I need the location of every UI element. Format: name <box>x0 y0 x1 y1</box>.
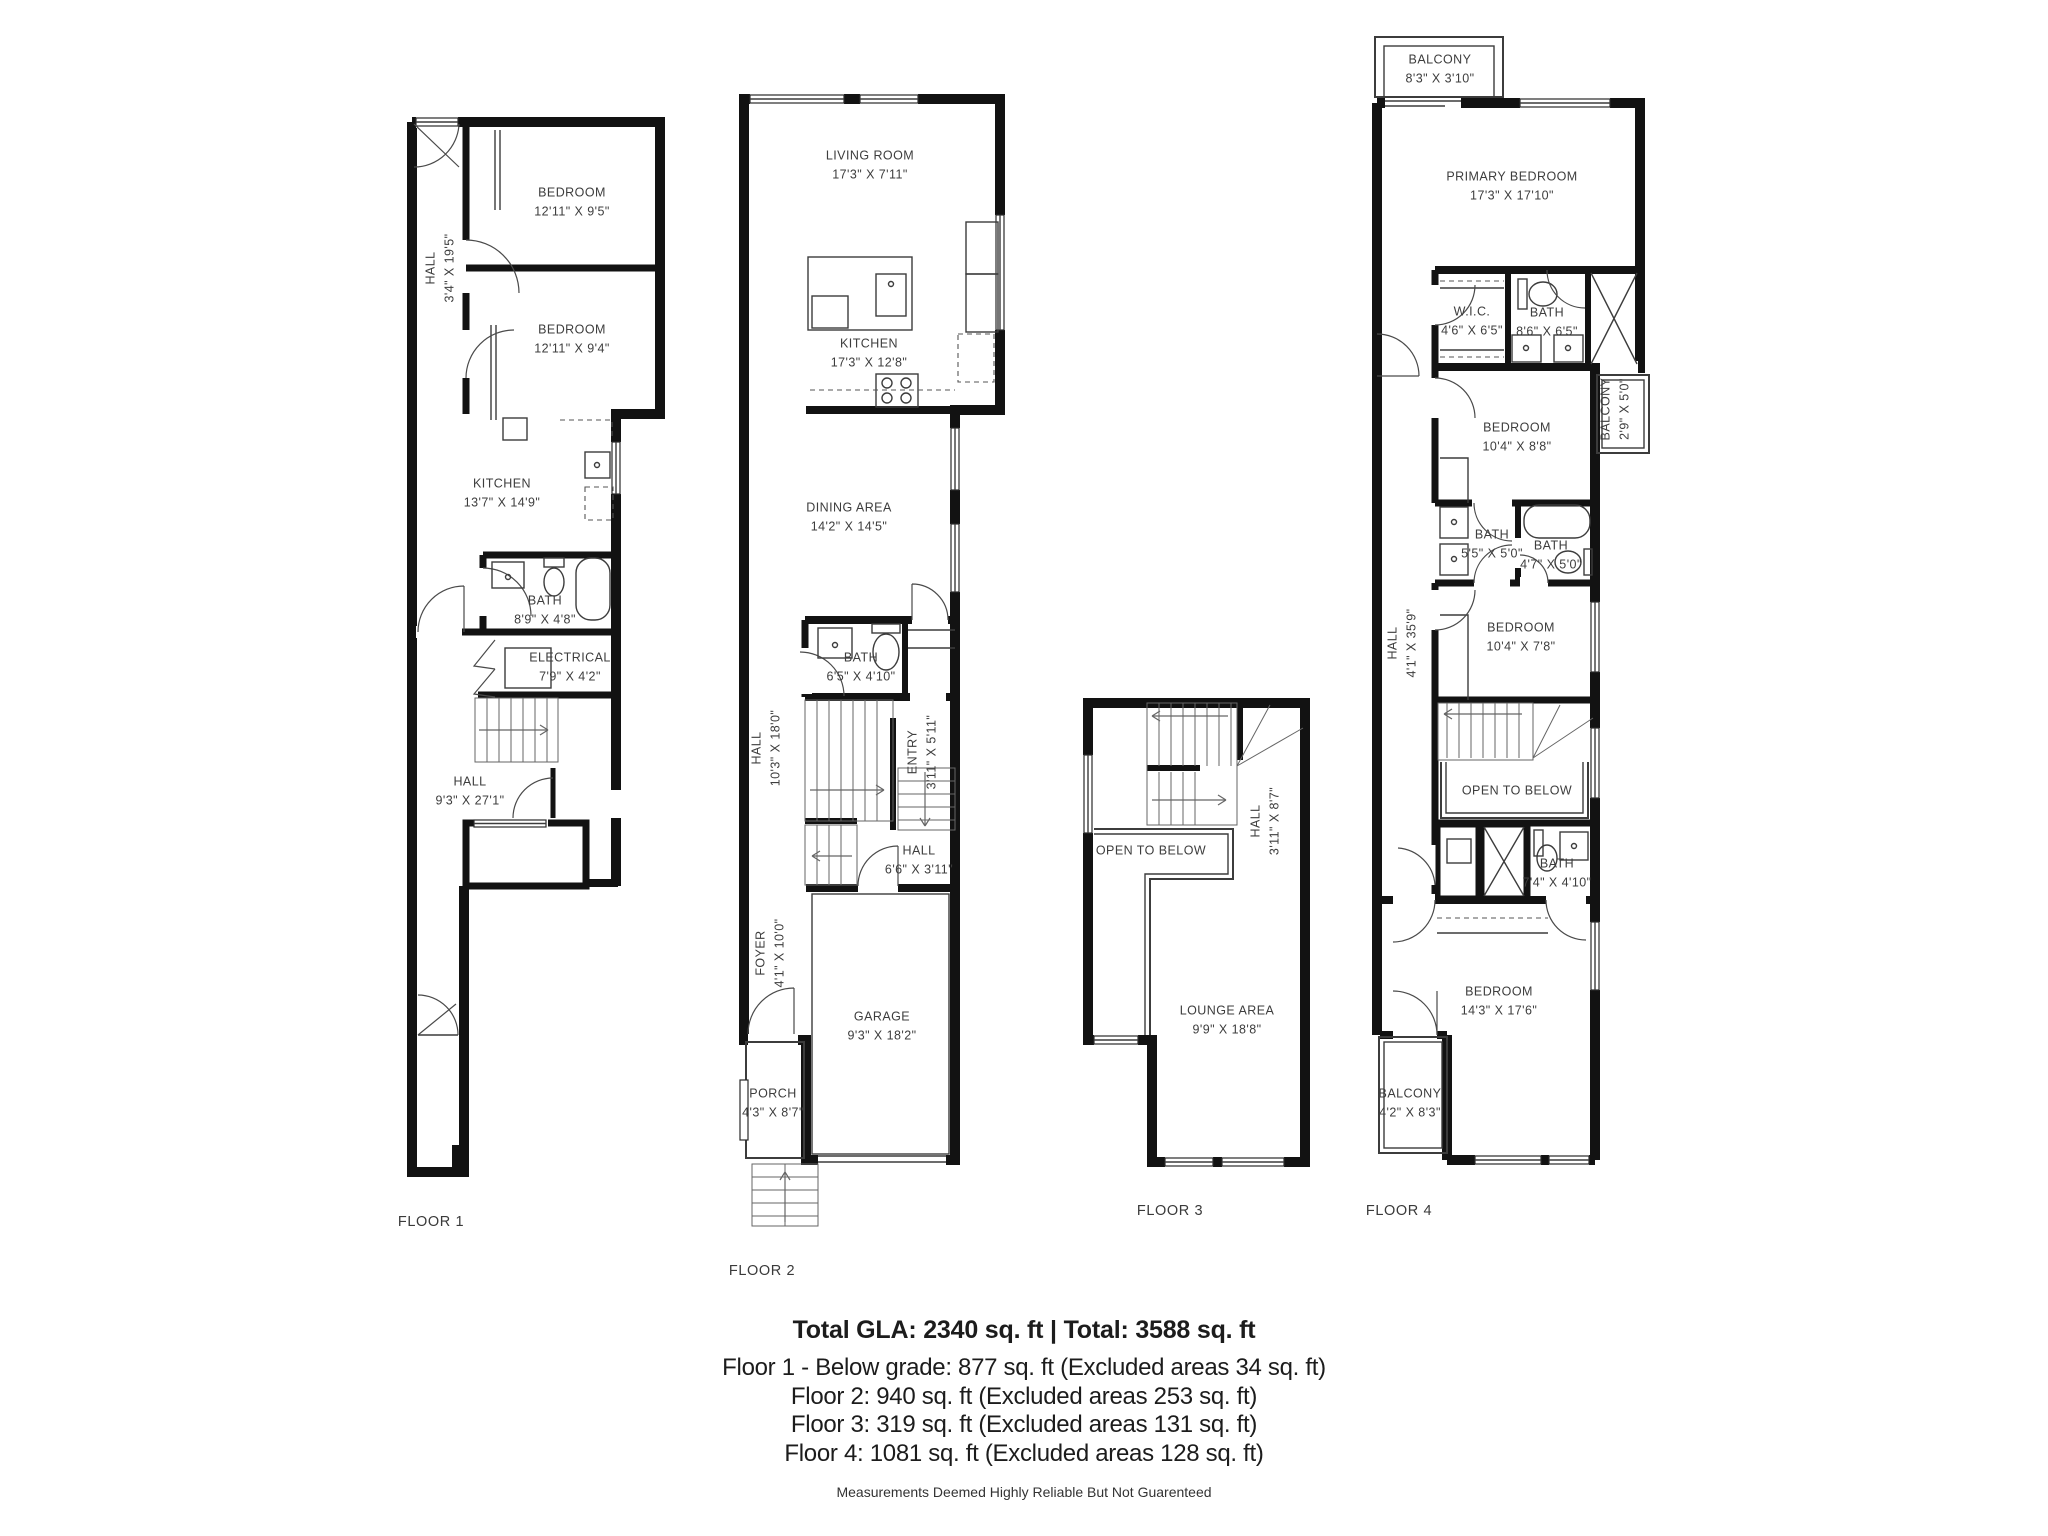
room-label-entry: ENTRY 3'11" X 5'11" <box>905 714 939 790</box>
floor-3-plan <box>1082 703 1305 1168</box>
room-label-balcony: BALCONY 8'3" X 3'10" <box>1405 52 1475 86</box>
floor-4-area-line: Floor 4: 1081 sq. ft (Excluded areas 128 sq. ft) <box>784 1439 1264 1467</box>
floor-2-area-line: Floor 2: 940 sq. ft (Excluded areas 253 sq. ft) <box>790 1382 1258 1410</box>
room-label-hall: HALL 9'3" X 27'1" <box>435 774 505 808</box>
room-label-hall: HALL 6'6" X 3'11" <box>884 843 954 877</box>
room-label-living-room: LIVING ROOM 17'3" X 7'11" <box>825 148 915 182</box>
room-label-hall: HALL 4'1" X 35'9" <box>1385 608 1419 678</box>
room-label-bath: BATH 8'6" X 6'5" <box>1516 305 1578 339</box>
room-label-bath: BATH 8'9" X 4'8" <box>514 593 576 627</box>
room-label-porch: PORCH 4'3" X 8'7" <box>742 1086 804 1120</box>
room-label-hall: HALL 10'3" X 18'0" <box>749 709 783 787</box>
floor-3-area-line: Floor 3: 319 sq. ft (Excluded areas 131 sq. ft) <box>790 1411 1258 1438</box>
floor-3-label: FLOOR 3 <box>1136 1203 1204 1219</box>
room-label-open-to-below: OPEN TO BELOW <box>1461 783 1573 798</box>
disclaimer-text: Measurements Deemed Highly Reliable But Not Guarenteed <box>836 1484 1212 1500</box>
room-label-kitchen: KITCHEN 13'7" X 14'9" <box>463 476 541 510</box>
room-label-bedroom: BEDROOM 12'11" X 9'4" <box>534 322 610 356</box>
room-label-electrical: ELECTRICAL 7'9" X 4'2" <box>529 650 611 684</box>
room-label-hall: HALL 3'11" X 8'7" <box>1248 786 1282 856</box>
floor-1-label: FLOOR 1 <box>397 1214 465 1230</box>
room-label-hall: HALL 3'4" X 19'5" <box>423 233 457 303</box>
room-label-wic: W.I.C. 4'6" X 6'5" <box>1441 304 1503 338</box>
room-label-bath: BATH 5'5" X 5'0" <box>1461 527 1523 561</box>
room-label-kitchen: KITCHEN 17'3" X 12'8" <box>830 336 908 370</box>
room-label-bath: BATH 4'7" X 5'0" <box>1520 538 1582 572</box>
room-label-lounge-area: LOUNGE AREA 9'9" X 18'8" <box>1179 1003 1275 1037</box>
room-label-bedroom: BEDROOM 12'11" X 9'5" <box>534 185 610 219</box>
room-label-bedroom: BEDROOM 10'4" X 8'8" <box>1482 420 1552 454</box>
room-label-open-to-below: OPEN TO BELOW <box>1095 843 1207 858</box>
room-label-bedroom: BEDROOM 14'3" X 17'6" <box>1460 984 1538 1018</box>
area-summary <box>0 1316 2048 1500</box>
room-label-balcony: BALCONY 2'9" X 5'0" <box>1598 377 1632 441</box>
floor-4-label: FLOOR 4 <box>1365 1203 1433 1219</box>
room-label-balcony: BALCONY 4'2" X 8'3" <box>1378 1086 1442 1120</box>
room-label-bath: BATH 7'4" X 4'10" <box>1522 856 1592 890</box>
room-label-bedroom: BEDROOM 10'4" X 7'8" <box>1486 620 1556 654</box>
floor-2-label: FLOOR 2 <box>728 1263 796 1279</box>
floor-1-area-line: Floor 1 - Below grade: 877 sq. ft (Excluded areas 34 sq. ft) <box>722 1354 1326 1381</box>
room-label-dining-area: DINING AREA 14'2" X 14'5" <box>806 500 892 534</box>
room-label-bath: BATH 6'5" X 4'10" <box>826 650 896 684</box>
room-label-primary-bedroom: PRIMARY BEDROOM 17'3" X 17'10" <box>1446 169 1578 203</box>
room-label-foyer: FOYER 4'1" X 10'0" <box>753 918 787 988</box>
room-label-garage: GARAGE 9'3" X 18'2" <box>847 1009 917 1043</box>
total-gla-title: Total GLA: 2340 sq. ft | Total: 3588 sq. ft <box>792 1316 1256 1344</box>
